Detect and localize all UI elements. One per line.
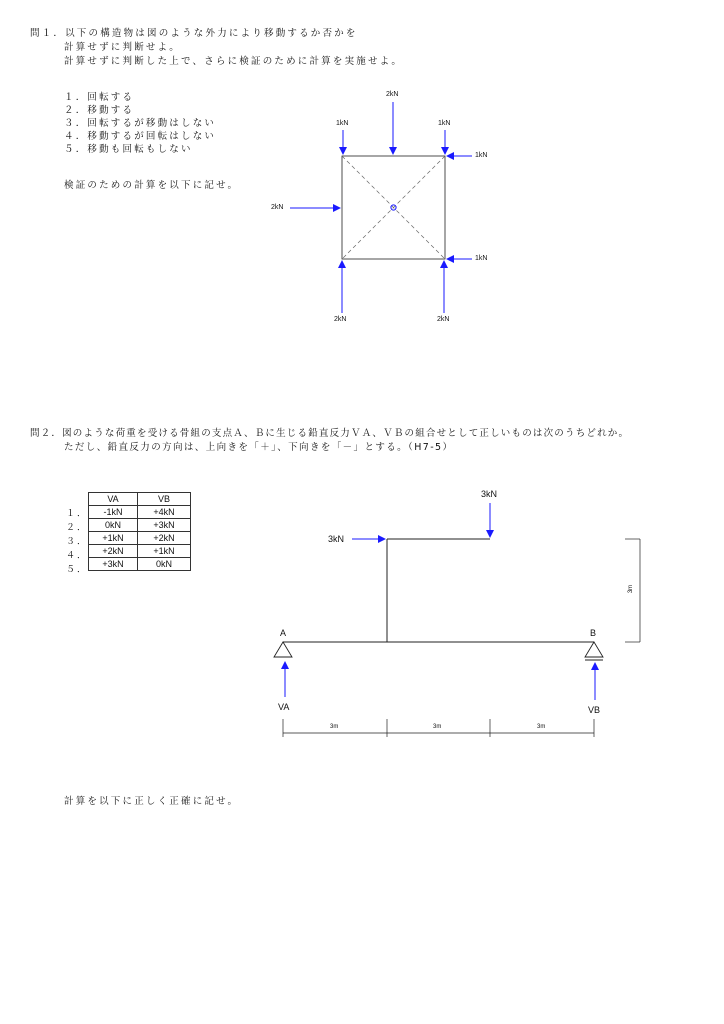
q2-cell-vb: +3kN	[138, 519, 191, 532]
q2-cell-vb: +1kN	[138, 545, 191, 558]
q1-option-2: ２．移動する	[64, 105, 135, 116]
q2-height-dim-label: 3m	[628, 584, 635, 594]
q2-load-left: 3kN	[328, 534, 345, 544]
q1-option-4: ４．移動するが回転はしない	[64, 131, 217, 142]
q1-load-top-center: 2kN	[386, 91, 399, 98]
q2-span-dim-label: 3m	[537, 724, 546, 730]
q2-cell-vb: +4kN	[138, 506, 191, 519]
q2-cell-va: -1kN	[89, 506, 138, 519]
q2-row-number: １．	[66, 508, 89, 518]
q1-option-1: １．回転する	[64, 92, 135, 103]
q1-load-right-upper: 1kN	[475, 152, 488, 159]
q1-load-top-right: 1kN	[438, 120, 451, 127]
q1-line3: 計算せずに判断した上で、さらに検証のために計算を実施せよ。	[64, 56, 404, 67]
q2-support-b	[585, 642, 603, 657]
q1-load-bottom-right: 2kN	[437, 316, 450, 323]
q2-cell-va: +3kN	[89, 558, 138, 571]
q1-load-right-lower: 1kN	[475, 255, 488, 262]
q1-load-bottom-left: 2kN	[334, 316, 347, 323]
q1-line2: 計算せずに判断せよ。	[64, 42, 182, 53]
q2-header-va: VA	[89, 493, 138, 506]
q1-load-left-mid: 2kN	[271, 204, 284, 211]
q2-span-dim-label: 3m	[433, 724, 442, 730]
q2-cell-va: 0kN	[89, 519, 138, 532]
q2-row-number: ３．	[66, 536, 89, 546]
q2-support-a	[274, 642, 292, 657]
q2-line1: 問２．図のような荷重を受ける骨組の支点Ａ、Ｂに生じる鉛直反力ＶＡ、ＶＢの組合せとして正しいものは次のうちどれか。	[30, 428, 630, 439]
q2-reaction-a-label: VA	[278, 702, 290, 712]
q2-cell-vb: 0kN	[138, 558, 191, 571]
q2-calc-instruction: 計算を以下に正しく正確に記せ。	[64, 796, 240, 807]
q1-option-3: ３．回転するが移動はしない	[64, 118, 217, 129]
q2-cell-va: +1kN	[89, 532, 138, 545]
q1-load-top-left: 1kN	[336, 120, 349, 127]
q2-row-number: ２．	[66, 522, 89, 532]
q2-span-dim-label: 3m	[330, 724, 339, 730]
q2-cell-va: +2kN	[89, 545, 138, 558]
q2-support-a-label: A	[280, 628, 287, 638]
q2-row-number: ５．	[66, 564, 89, 574]
q2-load-top: 3kN	[481, 489, 498, 499]
q2-support-b-label: B	[590, 628, 597, 638]
q2-row-number: ４．	[66, 550, 89, 560]
q1-line1: 問１．以下の構造物は図のような外力により移動するか否かを	[30, 28, 358, 39]
q1-verify-instruction: 検証のための計算を以下に記せ。	[64, 180, 240, 191]
q2-cell-vb: +2kN	[138, 532, 191, 545]
q2-reaction-b-label: VB	[588, 705, 601, 715]
q2-line2: ただし、鉛直反力の方向は、上向きを「＋」、下向きを「－」とする。（H7-5）	[64, 442, 454, 453]
q1-option-5: ５．移動も回転もしない	[64, 144, 193, 155]
q2-header-vb: VB	[138, 493, 191, 506]
